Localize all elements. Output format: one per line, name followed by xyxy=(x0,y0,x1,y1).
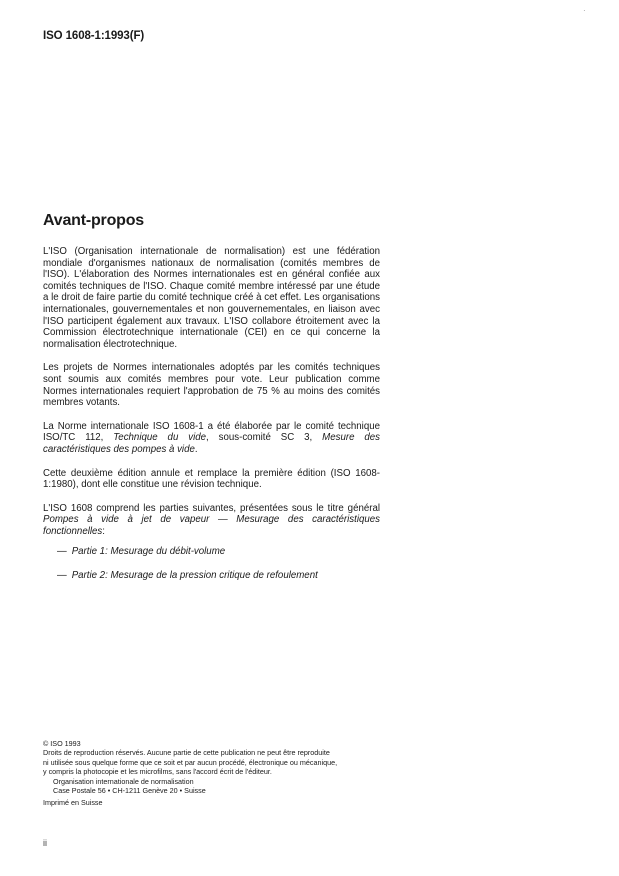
corner-mark: · xyxy=(583,6,586,15)
committee-name: Technique du vide xyxy=(113,432,207,444)
subcommittee-name: Mesure des caractéristiques des pompes à vide xyxy=(43,432,381,455)
list-item xyxy=(57,546,380,558)
publisher-name: Organisation internationale de normalisation xyxy=(53,776,194,786)
part-title: Partie 1: Mesurage du débit-volume xyxy=(71,546,226,558)
foreword-body xyxy=(43,246,380,594)
committee-text-e: . xyxy=(194,443,198,455)
paragraph-iso-description: L'ISO (Organisation internationale de normalisation) est une fédération mondiale d'organismes nationaux de normalisation (comités membres de l'ISO). L'élaboration des Normes internationales est en général confiée aux comités techniques de l'ISO. Chaque comité membre intéressé par une étude a le droit de faire partie du comité technique créé à cet effet. Les organisations internationales, gouvernementales et non gouvernementales, en liaison avec l'ISO participent également aux travaux. L'ISO collabore étroitement avec la Commission électrotechnique internationale (CEI) en ce qui concerne la normalisation électrotechnique. xyxy=(43,246,380,350)
paragraph-edition: Cette deuxième édition annule et remplace la première édition (ISO 1608-1:1980), dont elle constitue une révision technique. xyxy=(43,467,380,491)
copyright-block xyxy=(43,739,383,808)
parts-intro-text-a: L'ISO 1608 comprend les parties suivantes, présentées sous le titre général xyxy=(43,502,380,514)
section-title: Avant-propos xyxy=(43,212,145,229)
paragraph-parts-intro xyxy=(43,503,380,538)
copyright-rights-line: Droits de reproduction réservés. Aucune partie de cette publication ne peut être reproduite xyxy=(43,748,330,758)
paragraph-voting: Les projets de Normes internationales adoptés par les comités techniques sont soumis aux comités membres pour vote. Leur publication comme Normes internationales requiert l'approbation de 75 % au moins des comités membres votants. xyxy=(43,362,380,409)
copyright-rights-line: y compris la photocopie et les microfilms, sans l'accord écrit de l'éditeur. xyxy=(43,767,272,777)
list-item xyxy=(57,570,380,582)
page-number: ii xyxy=(43,838,47,848)
general-title: Pompes à vide à jet de vapeur — Mesurage des caractéristiques fonctionnelles xyxy=(43,514,380,537)
publisher-address: Case Postale 56 • CH-1211 Genève 20 • Suisse xyxy=(53,786,206,796)
part-title: Partie 2: Mesurage de la pression critique de refoulement xyxy=(71,570,318,582)
committee-text-c: , sous-comité SC 3, xyxy=(206,432,323,444)
copyright-notice: © ISO 1993 xyxy=(43,739,81,748)
document-reference: ISO 1608-1:1993(F) xyxy=(43,30,145,42)
copyright-rights-line: ni utilisée sous quelque forme que ce soit et par aucun procédé, électronique ou mécanique, xyxy=(43,757,338,767)
parts-intro-text-c: : xyxy=(102,525,105,537)
committee-text-a: La Norme internationale ISO 1608-1 a été élaborée par le comité technique ISO/TC 112, xyxy=(43,420,380,444)
list-dash: — xyxy=(57,570,67,582)
paragraph-committee xyxy=(43,421,380,456)
list-dash: — xyxy=(57,546,67,558)
printed-in: Imprimé en Suisse xyxy=(43,798,103,808)
parts-list xyxy=(43,546,380,581)
